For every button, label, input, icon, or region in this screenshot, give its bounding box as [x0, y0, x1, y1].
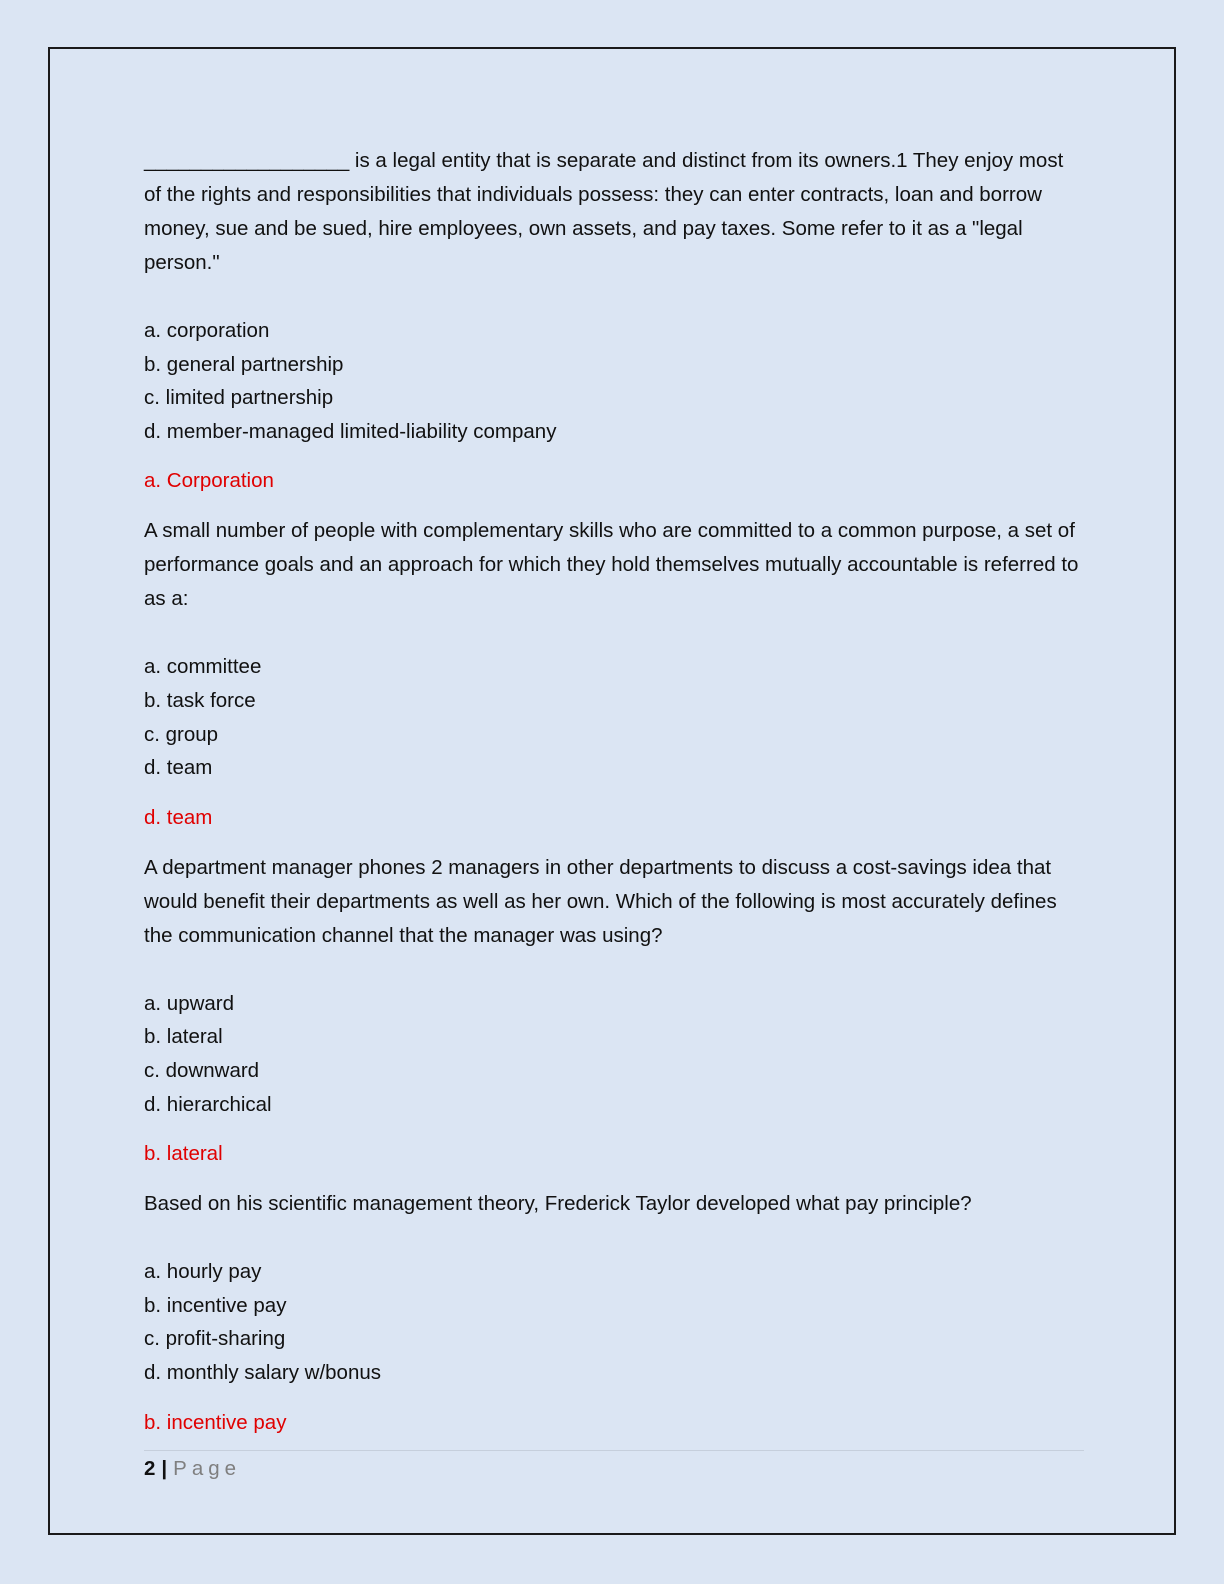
option-item: a. corporation: [144, 319, 270, 342]
page-footer: [144, 1450, 1084, 1484]
option-item: a. upward: [144, 991, 235, 1015]
option-item: c. limited partnership: [144, 386, 334, 410]
question-text: A department manager phones 2 managers in other departments to discuss a cost-savings idea that would benefit their departments as well as her own. Which of the following is most accurately defines the communication channel that the manager was using?: [144, 855, 1057, 947]
question-text: Based on his scientific management theory, Frederick Taylor developed what pay principle?: [144, 1192, 972, 1216]
option-item: a. hourly pay: [144, 1260, 262, 1284]
option-item: b. general partnership: [144, 352, 344, 376]
answer-text: b. lateral: [144, 1142, 223, 1166]
option-item: c. group: [144, 722, 219, 746]
option-item: d. member-managed limited-liability company: [144, 419, 557, 443]
page-number: 2: [144, 1457, 156, 1480]
question-3: [144, 851, 1084, 1171]
answer-text: a. Corporation: [144, 469, 274, 493]
option-item: b. task force: [144, 688, 256, 712]
answer-text: d. team: [144, 805, 213, 829]
option-item: c. profit-sharing: [144, 1327, 286, 1351]
page-label: Page: [173, 1457, 242, 1480]
option-item: b. lateral: [144, 1025, 223, 1049]
answer-text: b. incentive pay: [144, 1410, 287, 1434]
option-item: b. incentive pay: [144, 1293, 287, 1317]
option-list: [144, 987, 1084, 1121]
option-item: c. downward: [144, 1058, 260, 1082]
option-item: a. committee: [144, 655, 262, 679]
option-item: d. hierarchical: [144, 1092, 272, 1116]
question-text: __________________ is a legal entity that is separate and distinct from its owners.1 They enjoy most of the rights and responsibilities that individuals possess: they can enter contracts, loan and borrow money, sue and be sued, hire employees, own assets, and pay taxes. Some refer to it as a "legal person.": [144, 149, 1064, 274]
option-list: [144, 650, 1084, 784]
option-item: d. team: [144, 756, 213, 780]
option-item: d. monthly salary w/bonus: [144, 1360, 382, 1384]
question-text: A small number of people with complementary skills who are committed to a common purpose, a set of performance goals and an approach for which they hold themselves mutually accountable is referred to as a:: [144, 519, 1079, 611]
option-list: [144, 314, 1084, 448]
footer-separator: |: [161, 1457, 168, 1480]
question-1: [144, 144, 1084, 498]
question-2: [144, 514, 1084, 834]
question-4: [144, 1187, 1084, 1439]
option-list: [144, 1255, 1084, 1389]
document-body: [144, 144, 1084, 1456]
